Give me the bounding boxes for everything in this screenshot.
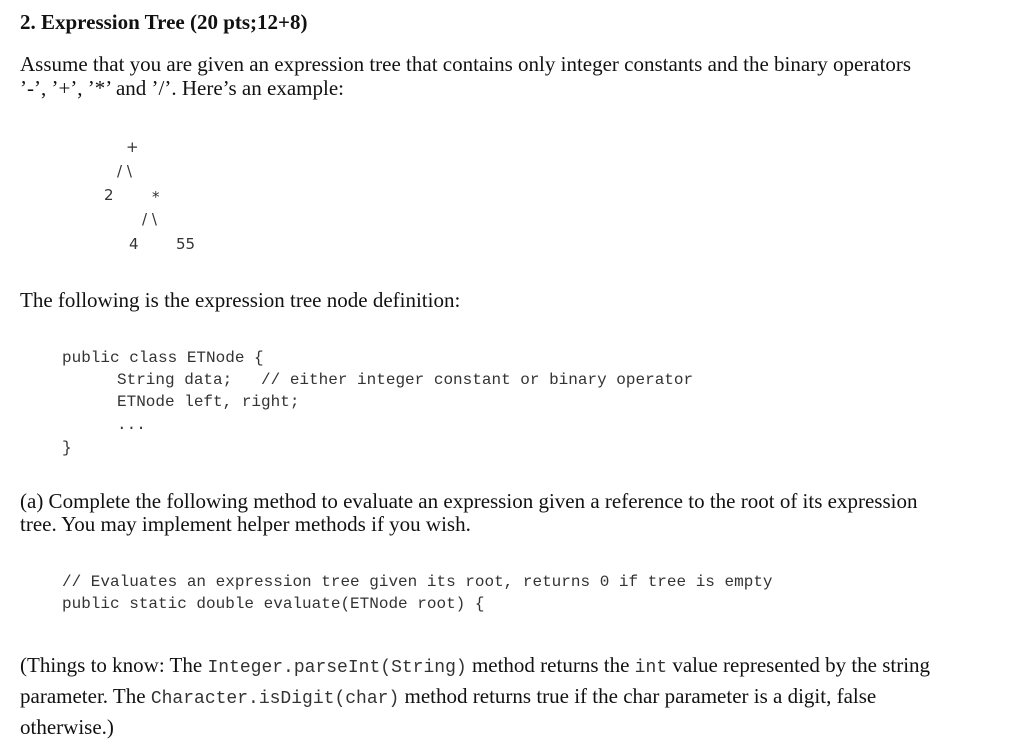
part-a-line-2: tree. You may implement helper methods if you wish. [20, 512, 471, 536]
code-line: ... [117, 416, 146, 434]
inline-code: Integer.parseInt(String) [207, 658, 467, 678]
tree-leaf-b: 55 [176, 235, 196, 253]
node-definition-intro: The following is the expression tree node definition: [20, 288, 461, 312]
code-line: public class ETNode { [62, 349, 264, 367]
things-to-know-note [20, 651, 960, 741]
method-signature: public static double evaluate(ETNode root) { [62, 595, 485, 613]
inline-code: Character.isDigit(char) [150, 689, 400, 709]
tree-left-leaf: 2 [104, 186, 114, 204]
note-text: (Things to know: The [20, 653, 208, 677]
tree-leaf-a: 4 [129, 235, 139, 253]
tree-operator-node: * [152, 188, 160, 206]
part-a-line-1: (a) Complete the following method to evaluate an expression given a reference to the root of its expression [20, 489, 918, 513]
note-text: method returns true if the char parameter is a digit, false otherwise.) [20, 684, 877, 739]
code-line: } [62, 439, 72, 457]
tree-branch-2: / \ [142, 210, 157, 228]
note-text: method returns the [466, 653, 635, 677]
section-heading: 2. Expression Tree (20 pts;12+8) [20, 10, 308, 34]
code-line: String data; // either integer constant or binary operator [117, 371, 694, 389]
intro-line-1: Assume that you are given an expression tree that contains only integer constants and the binary operators [20, 52, 912, 76]
tree-branch-1: / \ [117, 162, 132, 180]
intro-line-2: ’-’, ’+’, ’*’ and ’/’. Here’s an example: [20, 76, 344, 100]
method-comment: // Evaluates an expression tree given its root, returns 0 if tree is empty [62, 573, 773, 591]
note-text: value represented by the string parameter. The [20, 653, 931, 708]
code-line: ETNode left, right; [117, 393, 300, 411]
tree-root-operator: + [126, 138, 139, 156]
inline-code: int [634, 658, 668, 678]
